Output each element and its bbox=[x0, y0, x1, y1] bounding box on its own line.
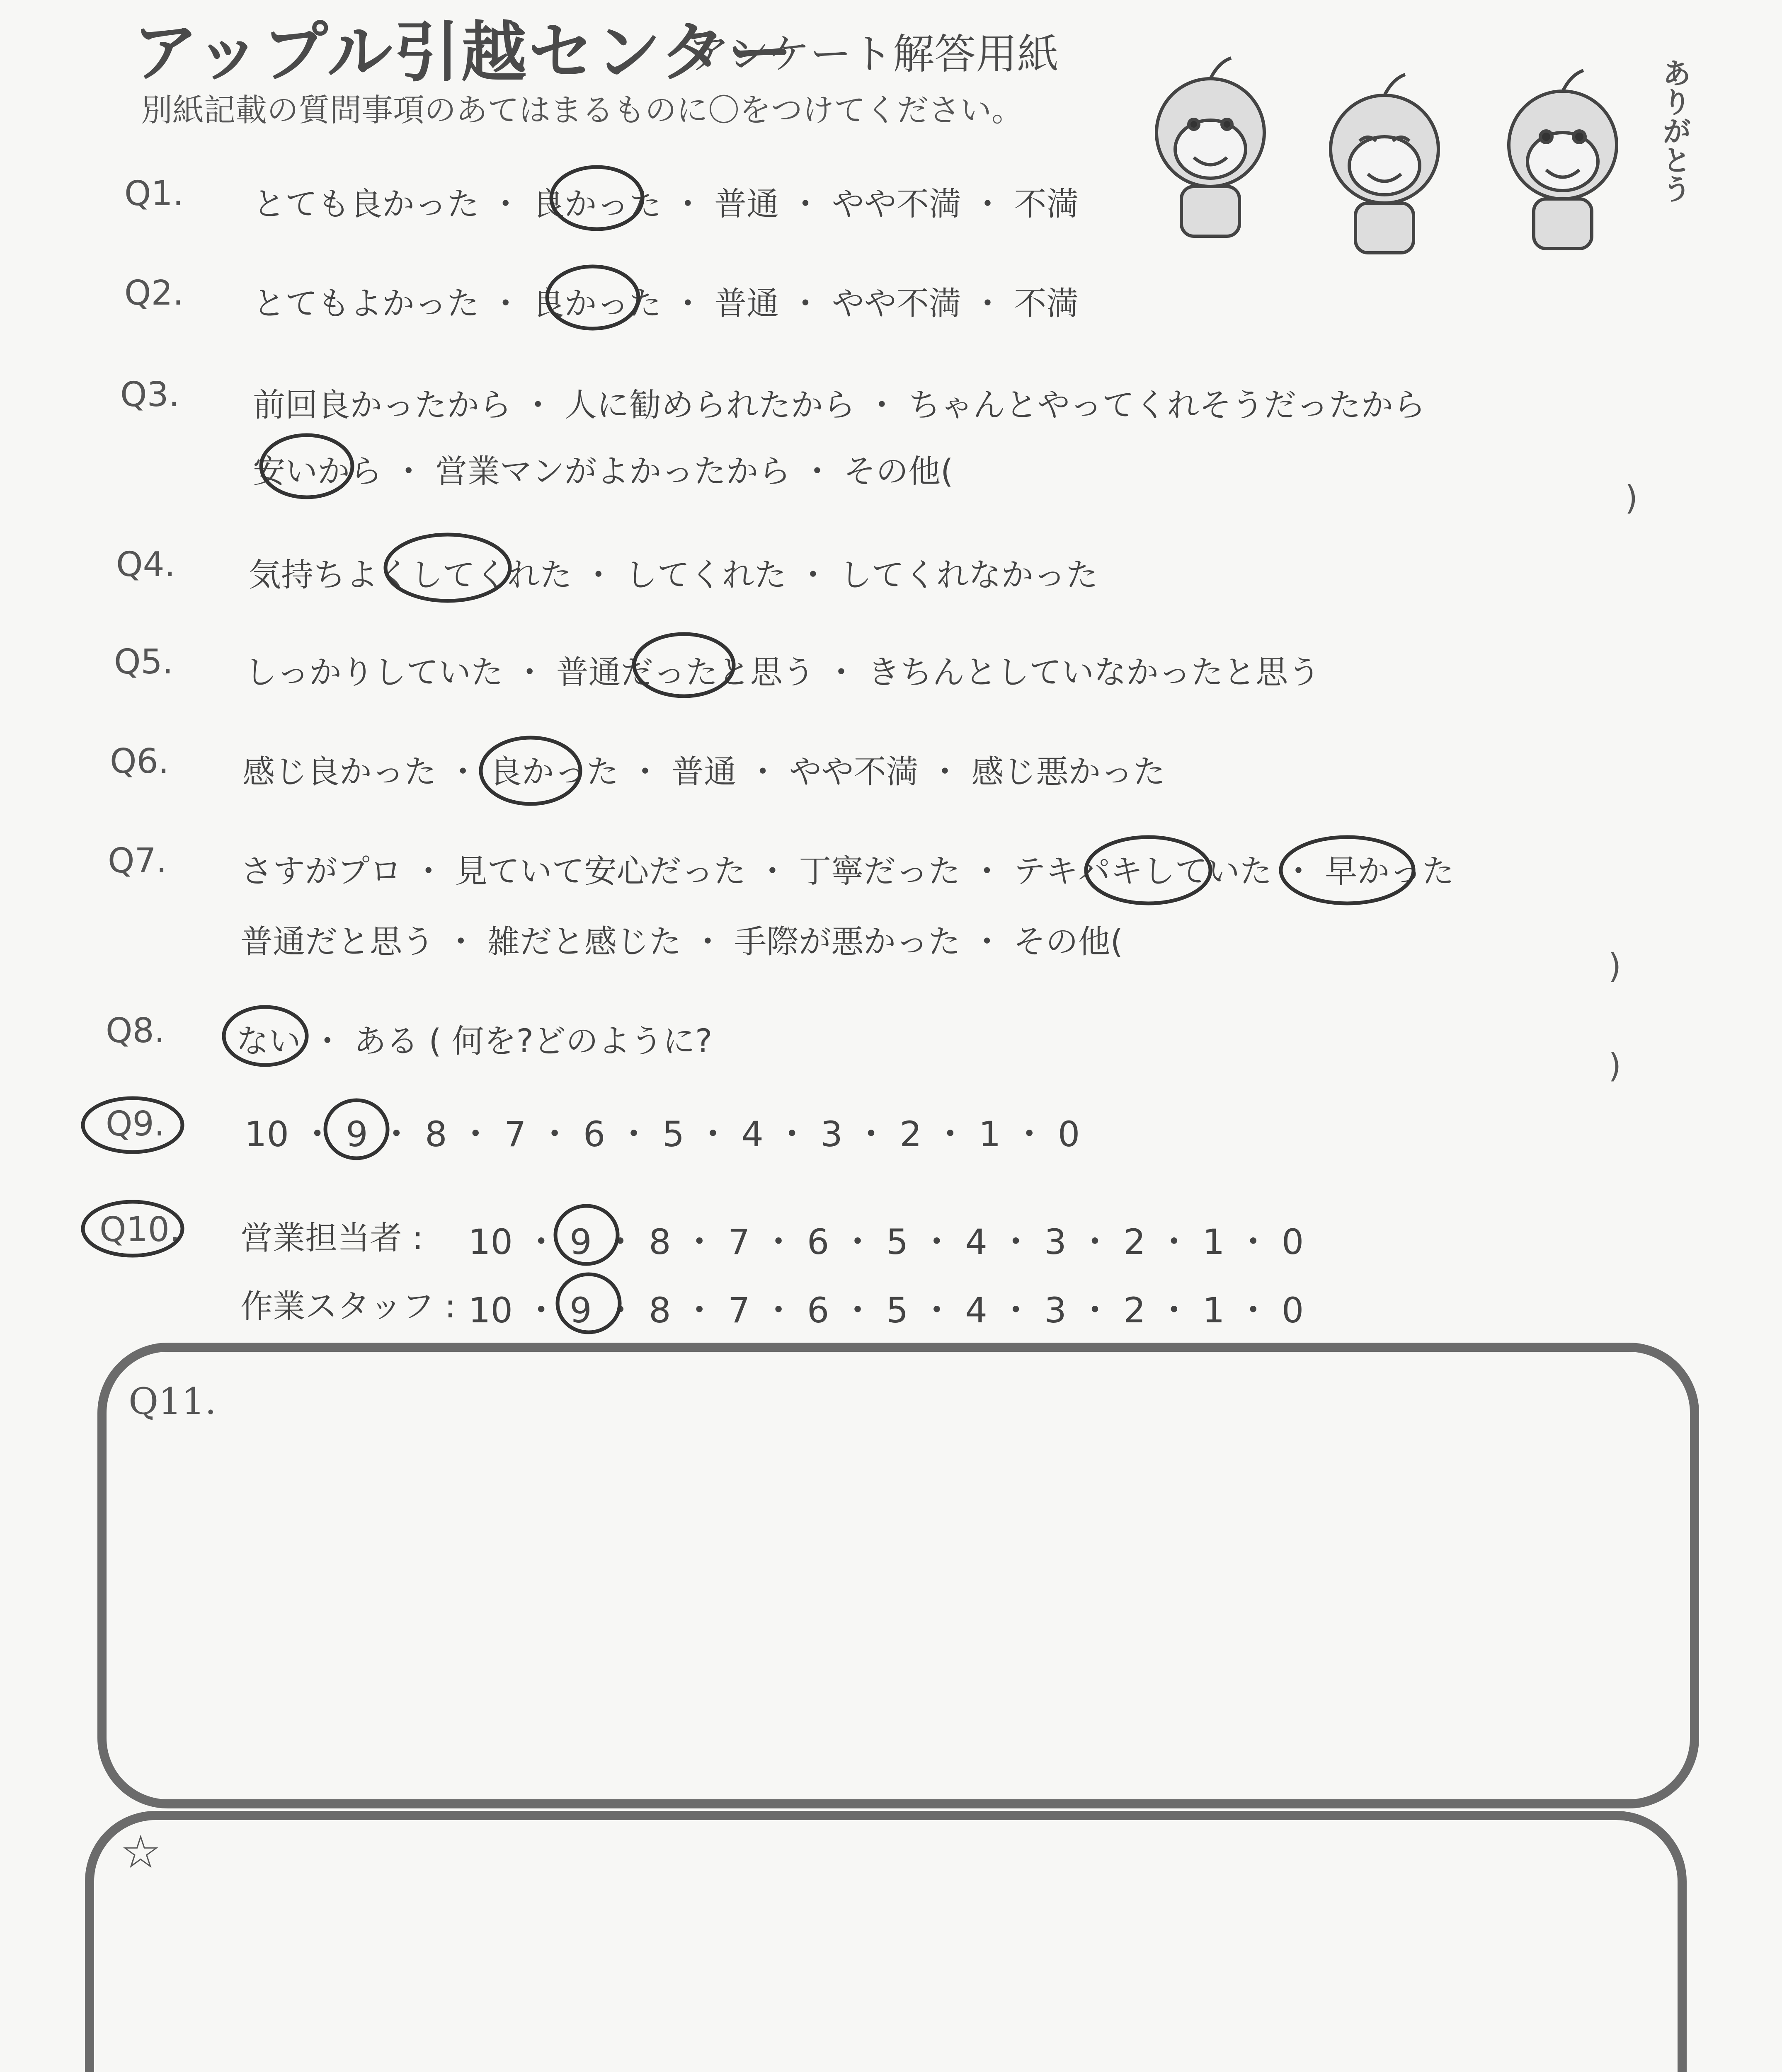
q10-sales-answer-circle bbox=[555, 1206, 618, 1264]
company-name: アップル引越センター bbox=[133, 15, 795, 91]
star-comment-box[interactable] bbox=[85, 1811, 1687, 2072]
q6-options[interactable]: 感じ良かった ・ 良かった ・ 普通 ・ やや不満 ・ 感じ悪かった bbox=[242, 753, 1166, 791]
q8-label: Q8. bbox=[106, 1011, 165, 1051]
q7-options-line1[interactable]: さすがプロ ・ 見ていて安心だった ・ 丁寧だった ・ テキパキしていた ・ 早かった bbox=[240, 853, 1455, 890]
q2-answer-circle bbox=[547, 266, 638, 329]
q4-options[interactable]: 気持ちよくしてくれた ・ してくれた ・ してくれなかった bbox=[249, 557, 1098, 594]
q7-answer-circle-a bbox=[1086, 837, 1210, 903]
q10-staff-label: 作業スタッフ : bbox=[240, 1288, 456, 1325]
q9-label: Q9. bbox=[106, 1104, 165, 1144]
q10-staff-scale[interactable]: 10 ・ 9 ・ 8 ・ 7 ・ 6 ・ 5 ・ 4 ・ 3 ・ 2 ・ 1 ・ 0 bbox=[468, 1290, 1304, 1331]
q8-close-paren: ) bbox=[1608, 1046, 1622, 1085]
q9-scale[interactable]: 10 ・ 9 ・ 8 ・ 7 ・ 6 ・ 5 ・ 4 ・ 3 ・ 2 ・ 1 ・ 0 bbox=[245, 1114, 1080, 1155]
thanks-text: ありがとう bbox=[1658, 58, 1692, 203]
q7-close-paren: ) bbox=[1608, 947, 1622, 985]
q3-answer-circle bbox=[261, 435, 352, 497]
q7-label: Q7. bbox=[108, 841, 167, 881]
q10-label: Q10. bbox=[99, 1210, 180, 1249]
q6-label: Q6. bbox=[110, 742, 169, 781]
star-icon: ☆ bbox=[120, 1825, 161, 1878]
q1-label: Q1. bbox=[124, 174, 184, 213]
q10-staff-answer-circle bbox=[558, 1274, 620, 1332]
q10-sales-label: 営業担当者 : bbox=[240, 1220, 424, 1257]
q10-sales-scale[interactable]: 10 ・ 9 ・ 8 ・ 7 ・ 6 ・ 5 ・ 4 ・ 3 ・ 2 ・ 1 ・ 0 bbox=[468, 1222, 1304, 1262]
q3-options-line1[interactable]: 前回良かったから ・ 人に勧められたから ・ ちゃんとやってくれそうだったから bbox=[253, 387, 1426, 424]
q8-answer-circle bbox=[224, 1007, 307, 1065]
q7-answer-circle-b bbox=[1281, 837, 1413, 903]
instructions: 別紙記載の質問事項のあてはまるものに〇をつけてください。 bbox=[141, 92, 1023, 128]
q3-close-paren: ) bbox=[1625, 479, 1638, 517]
q11-label: Q11. bbox=[128, 1380, 217, 1423]
q11-comment-box[interactable] bbox=[97, 1343, 1699, 1808]
q5-answer-circle bbox=[634, 634, 734, 696]
form-title: アンケート解答用紙 bbox=[688, 30, 1059, 78]
q1-answer-circle bbox=[551, 167, 642, 229]
q5-label: Q5. bbox=[114, 642, 173, 682]
q5-options[interactable]: しっかりしていた ・ 普通だったと思う ・ きちんとしていなかったと思う bbox=[245, 654, 1321, 691]
q1-options[interactable]: とても良かった ・ 良かった ・ 普通 ・ やや不満 ・ 不満 bbox=[253, 186, 1079, 223]
q4-label: Q4. bbox=[116, 545, 175, 584]
q9-label-circle bbox=[83, 1098, 182, 1152]
q2-options[interactable]: とてもよかった ・ 良かった ・ 普通 ・ やや不満 ・ 不満 bbox=[253, 285, 1079, 322]
q2-label: Q2. bbox=[124, 274, 184, 313]
q6-answer-circle bbox=[481, 738, 580, 804]
q9-answer-circle bbox=[325, 1100, 388, 1158]
q3-label: Q3. bbox=[120, 375, 179, 414]
q8-options[interactable]: ない ・ ある ( 何を?どのように? bbox=[236, 1023, 713, 1060]
q10-label-circle bbox=[83, 1202, 182, 1256]
q4-answer-circle bbox=[385, 535, 510, 601]
q7-options-line2[interactable]: 普通だと思う ・ 雑だと感じた ・ 手際が悪かった ・ その他( bbox=[240, 923, 1123, 961]
q3-options-line2[interactable]: 安いから ・ 営業マンがよかったから ・ その他( bbox=[253, 453, 953, 490]
